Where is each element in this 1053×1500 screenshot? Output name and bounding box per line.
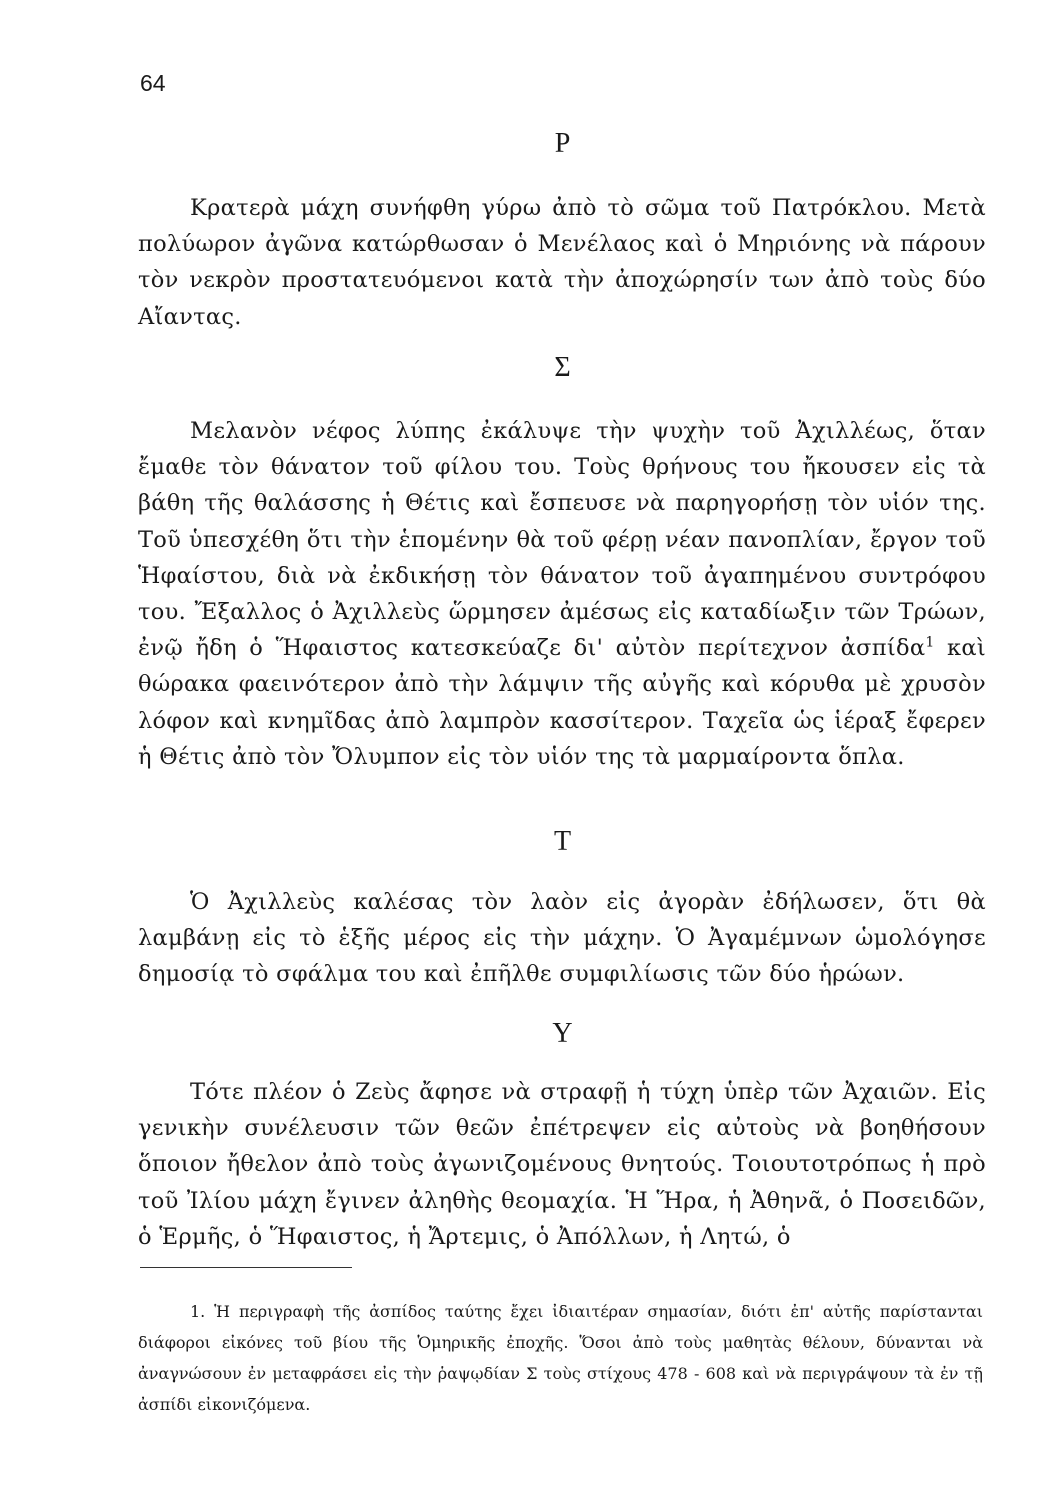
section-sigma-text-part1: Μελανὸν νέφος λύπης ἐκάλυψε τὴν ψυχὴν τοῦ Ἀχιλλέως, ὅταν ἔμαθε τὸν θάνατον τοῦ φίλου του. Τοὺς θρήνους του ἤκουσεν εἰς τὰ βάθη τῆς θαλάσσης ἡ Θέτις καὶ ἔσπευσε νὰ παρηγορήσῃ τὸν υἱόν της. Τοῦ ὑπεσχέθη ὅτι τὴν ἑπομένην θὰ τοῦ φέρῃ νέαν πανοπλίαν, ἔργον τοῦ Ἡφαίστου, διὰ νὰ ἐκδικήσῃ τὸν θάνατον τοῦ ἀγαπημένου συντρόφου του. Ἔξαλλος ὁ Ἀχιλλεὺς ὥρμησεν ἀμέσως εἰς καταδίωξιν τῶν Τρώων, ἐνῷ ἤδη ὁ Ἥφαιστος κατεσκεύαζε δι' αὐτὸν περίτεχνον ἀσπίδα [138,418,986,662]
footnote-reference[interactable]: 1 [925,634,935,651]
section-sigma-text-part2: καὶ θώρακα φαεινότερον ἀπὸ τὴν λάμψιν τῆς αὐγῆς καὶ κόρυθα μὲ χρυσὸν λόφον καὶ κνημῖδας ἀπὸ λαμπρὸν κασσίτερον. Ταχεῖα ὡς ἱέραξ ἔφερεν ἡ Θέτις ἀπὸ τὸν Ὄλυμπον εἰς τὸν υἱόν της τὰ μαρμαίροντα ὅπλα. [138,635,986,770]
section-heading-tau: Τ [553,826,572,857]
section-heading-rho: Ρ [554,128,571,159]
page-number: 64 [140,70,166,96]
section-heading-sigma: Σ [554,352,571,383]
section-tau-paragraph: Ὁ Ἀχιλλεὺς καλέσας τὸν λαὸν εἰς ἀγορὰν ἐδήλωσεν, ὅτι θὰ λαμβάνῃ εἰς τὸ ἑξῆς μέρος εἰς τὴν μάχην. Ὁ Ἀγαμέμνων ὡμολόγησε δημοσίᾳ τὸ σφάλμα του καὶ ἐπῆλθε συμφιλίωσις τῶν δύο ἡρώων. [138,889,986,988]
section-heading-upsilon: Υ [552,1018,573,1049]
section-upsilon-paragraph: Τότε πλέον ὁ Ζεὺς ἄφησε νὰ στραφῇ ἡ τύχη ὑπὲρ τῶν Ἀχαιῶν. Εἰς γενικὴν συνέλευσιν τῶν θεῶν ἐπέτρεψεν εἰς αὐτοὺς νὰ βοηθήσουν ὅποιον ἤθελον ἀπὸ τοὺς ἀγωνιζομένους θνητούς. Τοιουτοτρόπως ἡ πρὸ τοῦ Ἰλίου μάχη ἔγινεν ἀληθὴς θεομαχία. Ἡ Ἥρα, ἡ Ἀθηνᾶ, ὁ Ποσειδῶν, ὁ Ἑρμῆς, ὁ Ἥφαιστος, ἡ Ἄρτεμις, ὁ Ἀπόλλων, ἡ Λητώ, ὁ [138,1079,986,1250]
section-rho-paragraph: Κρατερὰ μάχη συνήφθη γύρω ἀπὸ τὸ σῶμα τοῦ Πατρόκλου. Μετὰ πολύωρον ἀγῶνα κατώρθωσαν ὁ Μενέλαος καὶ ὁ Μηριόνης νὰ πάρουν τὸν νεκρὸν προστατευόμενοι κατὰ τὴν ἀποχώρησίν των ἀπὸ τοὺς δύο Αἴαντας. [138,195,986,330]
section-sigma-paragraph [138,413,986,775]
footnote-divider [140,1267,352,1268]
footnote: 1. Ἡ περιγραφὴ τῆς ἀσπίδος ταύτης ἔχει ἰδιαιτέραν σημασίαν, διότι ἐπ' αὐτῆς παρίστανται διάφοροι εἰκόνες τοῦ βίου τῆς Ὁμηρικῆς ἐποχῆς. Ὅσοι ἀπὸ τοὺς μαθητὰς θέλουν, δύνανται νὰ ἀναγνώσουν ἐν μεταφράσει εἰς τὴν ῥαψῳδίαν Σ τοὺς στίχους 478 - 608 καὶ νὰ περιγράψουν τὰ ἐν τῇ ἀσπίδι εἰκονιζόμενα. [138,1302,983,1414]
